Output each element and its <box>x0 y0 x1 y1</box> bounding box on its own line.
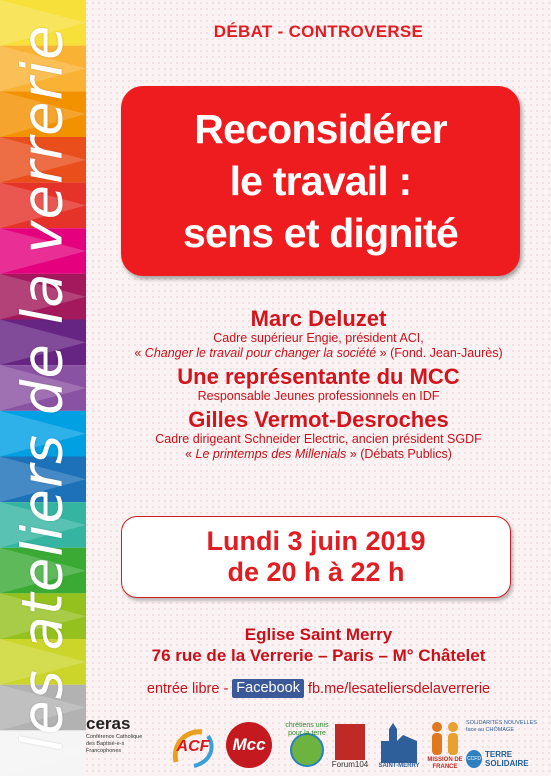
event-date: Lundi 3 juin 2019 <box>206 526 426 556</box>
mcc-logo: Mcc <box>226 722 272 768</box>
speaker-role: Responsable Jeunes professionnels en IDF <box>197 389 440 403</box>
title-box <box>121 86 520 276</box>
terre-solidaire-logo: CCFD TERRE SOLIDAIRE <box>467 750 529 768</box>
speaker <box>86 307 551 361</box>
venue-name: Eglise Saint Merry <box>244 625 393 644</box>
forum104-mark-icon <box>335 724 365 760</box>
speaker-name: Marc Deluzet <box>250 306 387 331</box>
event-location <box>86 624 551 666</box>
people-icon <box>425 719 465 757</box>
church-icon <box>379 721 419 763</box>
chretiens-unis-logo: chrétiens unis pour la terre <box>280 720 334 774</box>
facebook-link[interactable]: fb.me/lesateliersdelaverrerie <box>307 680 491 697</box>
partner-logos <box>86 710 551 776</box>
ceras-logo: ceras Conférence Catholique des Baptisé-e-s Francophones <box>86 714 143 754</box>
speaker-name: Gilles Vermot-Desroches <box>188 407 449 432</box>
snc-logo: SOLIDARITÉS NOUVELLES face au CHÔMAGE <box>466 720 537 733</box>
mission-de-france-logo: MISSION DE FRANCE <box>424 716 466 774</box>
speaker-reference: « Changer le travail pour changer la société » (Fond. Jean-Jaurès) <box>134 346 503 360</box>
band-title: les ateliers de la verrerie <box>10 24 76 752</box>
event-kicker: DÉBAT - CONTROVERSE <box>213 22 424 41</box>
speaker <box>86 408 551 462</box>
event-title: Reconsidérer le travail : sens et dignité <box>182 106 459 256</box>
speaker-reference: « Le printemps des Millenials » (Débats Publics) <box>185 447 452 461</box>
contact-line <box>86 679 551 698</box>
event-time: de 20 h à 22 h <box>227 557 405 587</box>
speaker-role: Cadre supérieur Engie, président ACI, <box>213 331 424 345</box>
facebook-badge[interactable]: Facebook <box>232 679 304 698</box>
speakers-section <box>86 307 551 462</box>
rainbow-band <box>0 0 86 776</box>
saint-merry-logo: SAINT-MERRY <box>376 716 422 774</box>
speaker <box>86 365 551 404</box>
speaker-name: Une représentante du MCC <box>177 364 460 389</box>
speaker-role: Cadre dirigeant Schneider Electric, ancien président SGDF <box>155 432 482 446</box>
venue-address: 76 rue de la Verrerie – Paris – M° Châtelet <box>151 646 486 665</box>
acf-logo: ACF <box>168 724 218 770</box>
date-box <box>121 516 511 598</box>
entry-note: entrée libre - <box>146 680 229 697</box>
forum104-logo: Forum104 <box>330 718 370 774</box>
